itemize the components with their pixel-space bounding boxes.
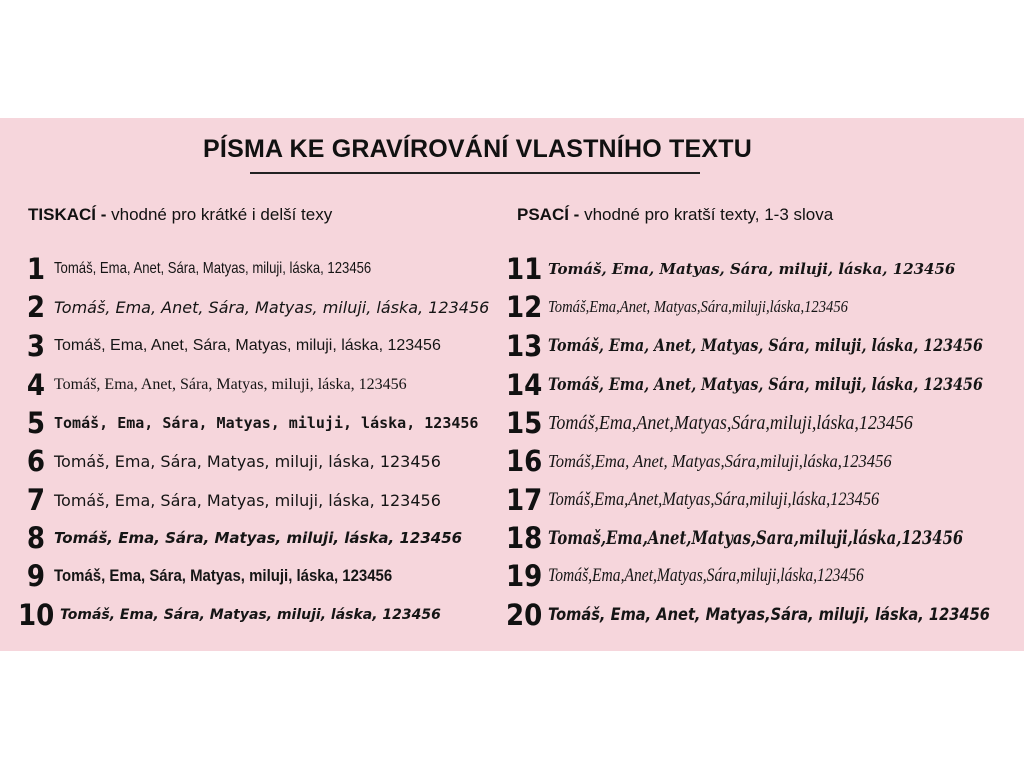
font-sample: Tomáš, Ema, Sára, Matyas, miluji, láska, 123456 bbox=[54, 529, 463, 547]
font-row-15 bbox=[506, 406, 953, 440]
font-number: 13 bbox=[506, 329, 543, 363]
print-section-heading bbox=[28, 205, 332, 225]
font-sample: Tomáš, Ema, Sára, Matyas, miluji, láska, 123456 bbox=[54, 451, 441, 471]
font-number: 7 bbox=[26, 483, 46, 517]
font-row-8 bbox=[24, 521, 462, 555]
font-number: 20 bbox=[506, 598, 543, 632]
font-row-19 bbox=[506, 559, 933, 593]
font-number: 16 bbox=[506, 444, 543, 478]
font-number: 10 bbox=[18, 598, 55, 632]
font-sample: Tomáš, Ema, Anet, Sára, Matyas, miluji, láska, 123456 bbox=[54, 376, 407, 393]
font-row-6 bbox=[24, 444, 441, 478]
font-number: 12 bbox=[506, 290, 543, 324]
print-section-description: vhodné pro krátké i delší texy bbox=[106, 205, 333, 224]
font-number: 9 bbox=[26, 559, 46, 593]
font-number: 4 bbox=[26, 368, 46, 402]
font-row-12 bbox=[506, 290, 897, 324]
font-row-13 bbox=[506, 329, 1024, 363]
script-section-label: PSACÍ - bbox=[517, 205, 580, 224]
font-row-16 bbox=[506, 444, 922, 478]
font-sample: Tomáš, Ema, Anet, Sára, Matyas, miluji, láska, 123456 bbox=[54, 297, 490, 317]
font-number: 8 bbox=[26, 521, 46, 555]
font-row-7 bbox=[24, 483, 441, 517]
font-sample: Tomáš, Ema, Sára, Matyas, miluji, láska, 123456 bbox=[54, 566, 393, 585]
font-sample: Tomáš,Ema,Anet,Matyas,Sára,miluji,láska,123456 bbox=[548, 565, 864, 586]
font-row-9 bbox=[24, 559, 438, 593]
font-row-14 bbox=[506, 368, 1024, 402]
font-number: 5 bbox=[26, 406, 46, 440]
font-number: 17 bbox=[506, 483, 543, 517]
font-row-2 bbox=[24, 290, 489, 324]
font-sample: Tomáš, Ema, Anet, Matyas,Sára, miluji, láska, 123456 bbox=[548, 605, 990, 625]
font-sample: Tomáš, Ema, Matyas, Sára, miluji, láska, 123456 bbox=[548, 260, 956, 278]
font-row-3 bbox=[24, 329, 441, 363]
script-section-heading bbox=[517, 205, 833, 225]
font-number: 19 bbox=[506, 559, 543, 593]
font-sample: Tomáš, Ema, Anet, Matyas, Sára, miluji, láska, 123456 bbox=[548, 375, 983, 395]
font-sample: Tomáš, Ema, Anet, Matyas, Sára, miluji, láska, 123456 bbox=[548, 336, 983, 356]
font-sample: Tomáš, Ema, Sára, Matyas, miluji, láska, 123456 bbox=[60, 607, 441, 623]
font-number: 2 bbox=[26, 290, 46, 324]
font-sample: Tomáš,Ema,Anet,Matyas,Sára,miluji,láska,123456 bbox=[548, 489, 880, 510]
font-number: 1 bbox=[26, 252, 46, 286]
font-number: 11 bbox=[506, 252, 543, 286]
font-sample: Tomáš, Ema, Anet, Sára, Matyas, miluji, láska, 123456 bbox=[54, 260, 372, 277]
font-row-17 bbox=[506, 483, 933, 517]
font-row-18 bbox=[506, 521, 1024, 555]
font-number: 15 bbox=[506, 406, 543, 440]
font-number: 14 bbox=[506, 368, 543, 402]
font-row-11 bbox=[506, 252, 955, 286]
font-sample: Tomaš,Ema,Anet,Matyas,Sara,miluji,láska,123456 bbox=[548, 527, 964, 549]
font-sample: Tomáš, Ema, Sára, Matyas, miluji, láska, 123456 bbox=[54, 490, 441, 510]
font-sample: Tomáš,Ema,Anet, Matyas,Sára,miluji,láska,123456 bbox=[548, 297, 848, 316]
font-number: 3 bbox=[26, 329, 46, 363]
font-row-20 bbox=[506, 598, 1024, 632]
font-row-5 bbox=[24, 406, 478, 440]
font-row-10 bbox=[18, 598, 441, 632]
font-sample: Tomáš,Ema,Anet,Matyas,Sára,miluji,láska,123456 bbox=[548, 411, 913, 434]
print-section-label: TISKACÍ - bbox=[28, 205, 107, 224]
font-sample: Tomáš, Ema, Sára, Matyas, miluji, láska, 123456 bbox=[54, 414, 479, 432]
font-sample: Tomáš,Ema, Anet, Matyas,Sára,miluji,láska,123456 bbox=[548, 450, 892, 471]
font-row-4 bbox=[24, 368, 407, 402]
font-row-1 bbox=[24, 252, 441, 286]
font-sample: Tomáš, Ema, Anet, Sára, Matyas, miluji, láska, 123456 bbox=[54, 337, 441, 354]
page-title: PÍSMA KE GRAVÍROVÁNÍ VLASTNÍHO TEXTU bbox=[203, 135, 752, 163]
font-number: 18 bbox=[506, 521, 543, 555]
script-section-description: vhodné pro kratší texty, 1-3 slova bbox=[579, 205, 834, 224]
font-number: 6 bbox=[26, 444, 46, 478]
title-underline bbox=[250, 172, 700, 174]
